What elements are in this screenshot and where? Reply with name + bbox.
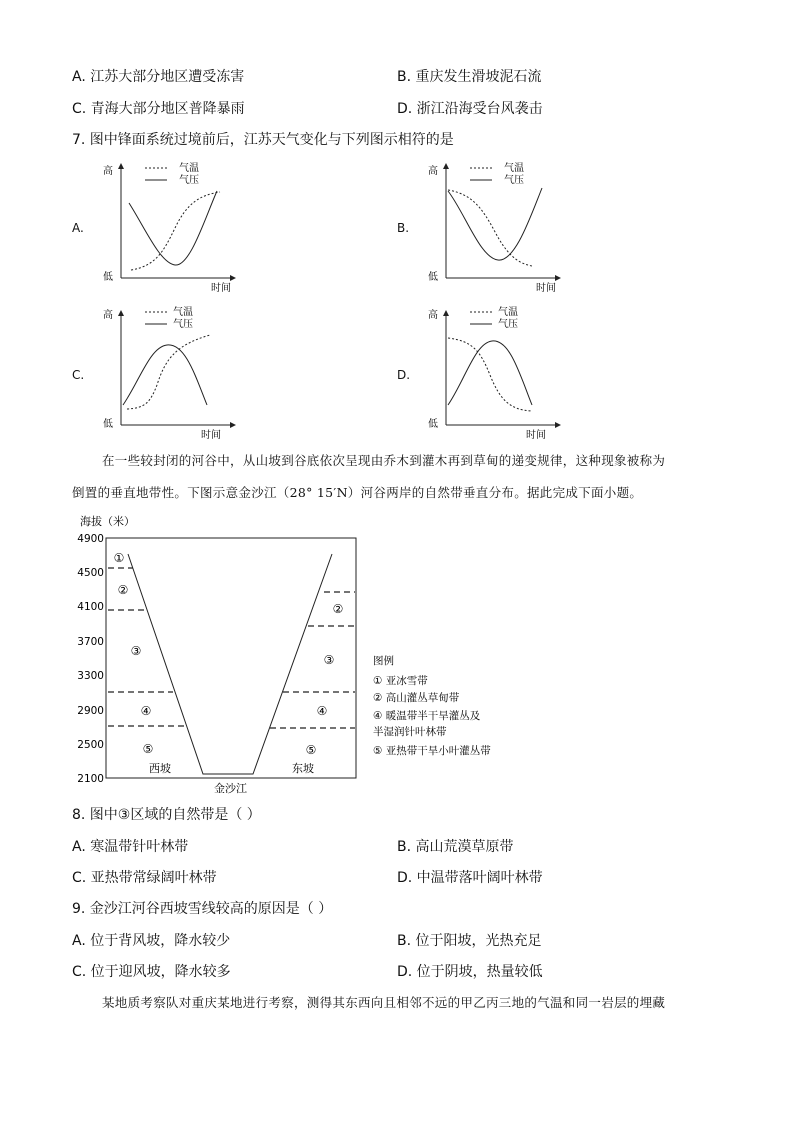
river-label: 金沙江 <box>214 782 247 795</box>
axis-time: 时间 <box>201 430 221 441</box>
pressure-curve <box>448 188 542 260</box>
temp-curve <box>448 190 532 266</box>
q6-option-a: A. 江苏大部分地区遭受冻害 <box>72 69 245 85</box>
west-slope-label: 西坡 <box>149 762 171 775</box>
q6-option-c: C. 青海大部分地区普降暴雨 <box>72 101 245 117</box>
graph-label-b: B. <box>397 221 410 235</box>
q9-option-d: D. 位于阴坡，热量较低 <box>397 964 543 980</box>
legend-item: ⑤ 亚热带干旱小叶灌丛带 <box>373 745 491 757</box>
legend-pressure: 气压 <box>173 319 193 330</box>
q6-option-b: B. 重庆发生滑坡泥石流 <box>397 69 542 85</box>
q9-stem: 9. 金沙江河谷西坡雪线较高的原因是（ ） <box>72 901 333 917</box>
graph-label-d: D. <box>397 368 411 382</box>
axis-high: 高 <box>103 310 113 321</box>
y-tick: 2100 <box>77 773 104 785</box>
legend-pressure: 气压 <box>179 175 199 186</box>
q8-option-d: D. 中温带落叶阔叶林带 <box>397 870 543 886</box>
temp-curve <box>131 192 220 270</box>
legend-temp: 气温 <box>504 163 524 174</box>
graph-a <box>95 158 245 298</box>
q9-option-a: A. 位于背风坡，降水较少 <box>72 933 231 949</box>
valley-vegetation-chart <box>70 512 510 797</box>
y-tick: 3700 <box>77 636 104 648</box>
graph-label-c: C. <box>72 368 85 382</box>
passage-line-2: 倒置的垂直地带性。下图示意金沙江（28° 15′N）河谷两岸的自然带垂直分布。据此完成下面小题。 <box>72 485 643 500</box>
legend-temp: 气温 <box>179 163 199 174</box>
y-tick: 2900 <box>77 705 104 717</box>
chart-legend <box>373 654 491 757</box>
legend-pressure: 气压 <box>504 175 524 186</box>
y-tick: 3300 <box>77 670 104 682</box>
west-zone-5: ⑤ <box>142 742 154 756</box>
legend-item: ④ 暖温带半干旱灌丛及 <box>373 710 481 722</box>
legend-item: 半湿润针叶林带 <box>373 726 447 738</box>
temp-curve <box>448 338 532 411</box>
legend-temp: 气温 <box>173 307 193 318</box>
west-zone-2: ② <box>117 583 129 597</box>
chart-ylabel: 海拔（米） <box>80 515 135 528</box>
axis-time: 时间 <box>526 430 546 441</box>
passage-line-1: 在一些较封闭的河谷中，从山坡到谷底依次呈现由乔木到灌木再到草甸的递变规律，这种现象被称为 <box>102 453 666 468</box>
west-zone-1: ① <box>113 551 125 565</box>
graph-d <box>420 305 570 445</box>
passage2-line-1: 某地质考察队对重庆某地进行考察，测得其东西向且相邻不远的甲乙丙三地的气温和同一岩层的埋藏 <box>102 995 666 1010</box>
q8-option-a: A. 寒温带针叶林带 <box>72 839 189 855</box>
pressure-curve <box>123 345 207 405</box>
legend-item: ② 高山灌丛草甸带 <box>373 692 460 704</box>
east-zone-2: ② <box>332 602 344 616</box>
west-zone-4: ④ <box>140 704 152 718</box>
axis-low: 低 <box>428 272 438 283</box>
q8-stem: 8. 图中③区域的自然带是（ ） <box>72 807 261 823</box>
axis-low: 低 <box>103 419 113 430</box>
pressure-curve <box>448 341 532 405</box>
q8-option-c: C. 亚热带常绿阔叶林带 <box>72 870 217 886</box>
east-zone-4: ④ <box>316 704 328 718</box>
axis-high: 高 <box>103 166 113 177</box>
axis-low: 低 <box>103 272 113 283</box>
q8-option-b: B. 高山荒漠草原带 <box>397 839 514 855</box>
west-zone-3: ③ <box>130 644 142 658</box>
legend-item: ① 亚冰雪带 <box>373 675 428 687</box>
temp-curve <box>127 335 210 409</box>
y-tick: 2500 <box>77 739 104 751</box>
axis-high: 高 <box>428 310 438 321</box>
axis-low: 低 <box>428 419 438 430</box>
legend-pressure: 气压 <box>498 319 518 330</box>
y-tick: 4100 <box>77 601 104 613</box>
legend-temp: 气温 <box>498 307 518 318</box>
graph-label-a: A. <box>72 221 84 235</box>
q7-stem: 7. 图中锋面系统过境前后，江苏天气变化与下列图示相符的是 <box>72 132 454 148</box>
valley-profile <box>128 554 332 774</box>
axis-time: 时间 <box>211 283 231 294</box>
axis-time: 时间 <box>536 283 556 294</box>
y-tick-labels <box>77 533 104 785</box>
graph-b <box>420 158 570 298</box>
pressure-curve <box>129 191 217 265</box>
graph-c <box>95 305 245 445</box>
y-tick: 4900 <box>77 533 104 545</box>
y-tick: 4500 <box>77 567 104 579</box>
east-zone-5: ⑤ <box>305 743 317 757</box>
q9-option-b: B. 位于阳坡，光热充足 <box>397 933 542 949</box>
q6-option-d: D. 浙江沿海受台风袭击 <box>397 101 543 117</box>
legend-title: 图例 <box>373 655 394 667</box>
east-slope-label: 东坡 <box>292 762 314 775</box>
axis-high: 高 <box>428 166 438 177</box>
east-zone-3: ③ <box>323 653 335 667</box>
q9-option-c: C. 位于迎风坡，降水较多 <box>72 964 231 980</box>
